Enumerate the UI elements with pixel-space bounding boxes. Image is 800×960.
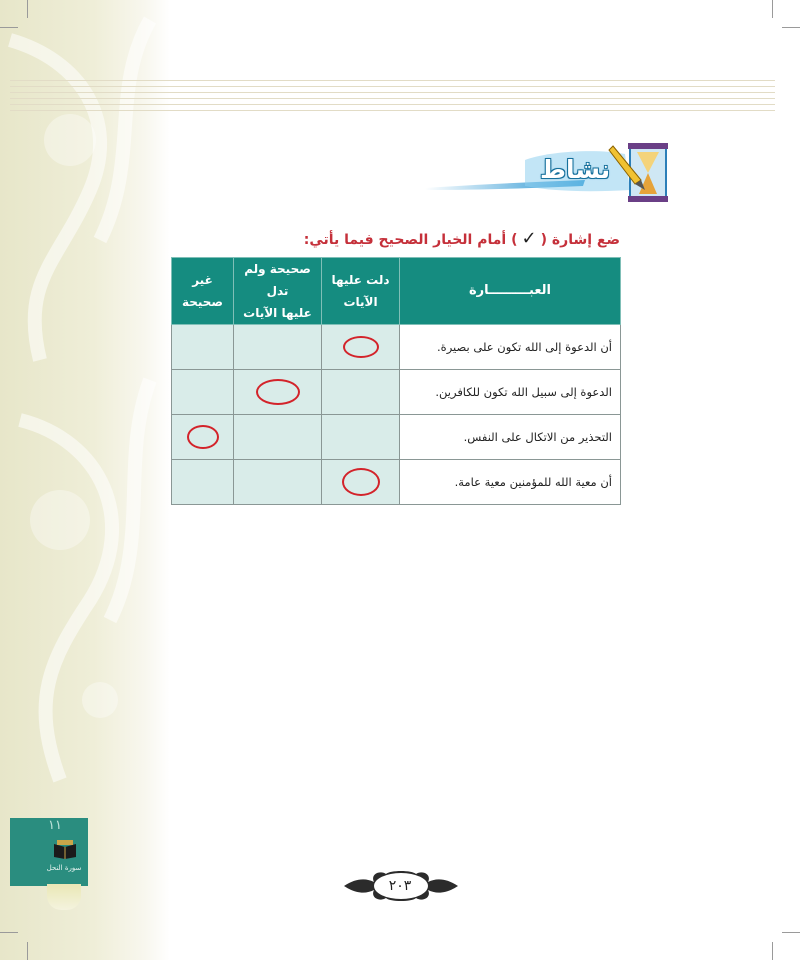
statement-cell: التحذير من الاتكال على النفس.	[400, 415, 621, 460]
statement-cell: أن معية الله للمؤمنين معية عامة.	[400, 460, 621, 505]
instruction-close-paren: )	[511, 232, 518, 248]
instruction-open-paren: (	[540, 232, 547, 248]
option-cell-indicated[interactable]	[322, 460, 400, 505]
option-cell-incorrect[interactable]	[172, 460, 234, 505]
option-cell-indicated[interactable]	[322, 325, 400, 370]
option-cell-correct-not-indicated[interactable]	[234, 460, 322, 505]
chapter-number: ١١	[48, 818, 62, 833]
crop-mark	[27, 0, 28, 18]
decorative-side-panel	[0, 0, 170, 960]
chapter-name: سورة النحل	[46, 864, 82, 872]
table-row	[172, 370, 621, 415]
answer-mark-circle	[342, 468, 380, 496]
statement-cell: أن الدعوة إلى الله تكون على بصيرة.	[400, 325, 621, 370]
option-cell-correct-not-indicated[interactable]	[234, 370, 322, 415]
option-cell-incorrect[interactable]	[172, 325, 234, 370]
crop-mark	[0, 932, 18, 933]
open-book-icon	[52, 840, 78, 860]
check-icon: ✓	[521, 228, 537, 249]
statement-cell: الدعوة إلى سبيل الله تكون للكافرين.	[400, 370, 621, 415]
crop-mark	[772, 942, 773, 960]
table-row	[172, 460, 621, 505]
crop-mark	[772, 0, 773, 18]
answer-mark-circle	[343, 336, 379, 358]
column-header-statement: العبـــــــــارة	[400, 258, 621, 325]
crop-mark	[27, 942, 28, 960]
instruction-before: ضع إشارة	[551, 232, 620, 248]
option-cell-indicated[interactable]	[322, 370, 400, 415]
table-row	[172, 325, 621, 370]
answer-mark-circle	[187, 425, 219, 449]
chapter-tab-ornament	[47, 884, 81, 910]
column-header-correct-not-indicated: صحيحة ولم تدل عليها الآيات	[234, 258, 322, 325]
activity-title: نشاط	[540, 155, 611, 184]
crop-mark	[0, 27, 18, 28]
crop-mark	[782, 932, 800, 933]
instruction-after: أمام الخيار الصحيح فيما يأتي:	[303, 232, 507, 248]
column-header-indicated: دلت عليها الآيات	[322, 258, 400, 325]
crop-mark	[782, 27, 800, 28]
option-cell-correct-not-indicated[interactable]	[234, 415, 322, 460]
answer-mark-circle	[256, 379, 300, 405]
option-cell-incorrect[interactable]	[172, 370, 234, 415]
column-header-incorrect: غير صحيحة	[172, 258, 234, 325]
option-cell-incorrect[interactable]	[172, 415, 234, 460]
option-cell-correct-not-indicated[interactable]	[234, 325, 322, 370]
table-row	[172, 415, 621, 460]
answer-table	[171, 257, 621, 505]
table-header-row	[172, 258, 621, 325]
instruction-text	[300, 226, 620, 252]
header-rules	[10, 80, 775, 120]
option-cell-indicated[interactable]	[322, 415, 400, 460]
page-number: ٢٠٣	[388, 878, 412, 894]
